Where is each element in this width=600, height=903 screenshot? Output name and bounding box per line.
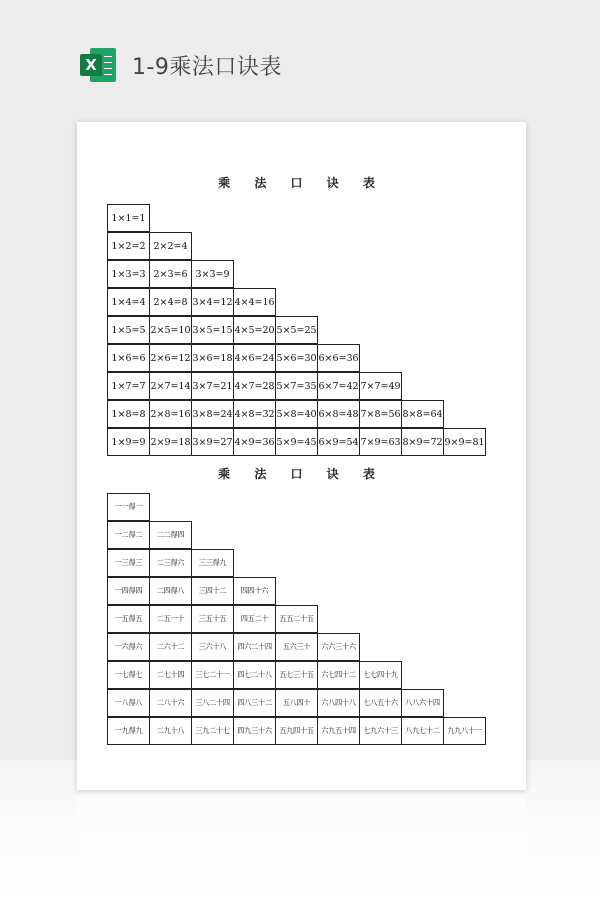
table-cell: 5×5=25 <box>275 316 318 344</box>
table1-title: 乘 法 口 诀 表 <box>218 176 385 190</box>
table2-title: 乘 法 口 诀 表 <box>218 467 385 481</box>
table-row <box>107 606 486 634</box>
table-cell: 三七二十一 <box>191 661 234 689</box>
table-cell: 三四十二 <box>191 577 234 605</box>
table-cell: 三三得九 <box>191 549 234 577</box>
table-cell: 1×1=1 <box>107 204 150 232</box>
table-cell: 二七十四 <box>149 661 192 689</box>
table-cell: 5×9=45 <box>275 428 318 456</box>
table-row <box>107 550 486 578</box>
table-cell: 七七四十九 <box>359 661 402 689</box>
table-cell: 四四十六 <box>233 577 276 605</box>
table-row <box>107 690 486 718</box>
table-cell: 1×7=7 <box>107 372 150 400</box>
table-cell: 四八三十二 <box>233 689 276 717</box>
table-cell: 6×6=36 <box>317 344 360 372</box>
table-row <box>107 494 486 522</box>
table-cell: 4×5=20 <box>233 316 276 344</box>
table-cell: 一一得一 <box>107 493 150 521</box>
table-cell: 3×7=21 <box>191 372 234 400</box>
table-cell: 8×8=64 <box>401 400 444 428</box>
table-cell: 一六得六 <box>107 633 150 661</box>
table-cell: 七八五十六 <box>359 689 402 717</box>
table-cell: 1×9=9 <box>107 428 150 456</box>
table-cell: 5×7=35 <box>275 372 318 400</box>
table-row <box>107 522 486 550</box>
table-cell: 二九十八 <box>149 717 192 745</box>
table-cell: 二三得六 <box>149 549 192 577</box>
table-cell: 3×8=24 <box>191 400 234 428</box>
table-cell: 6×8=48 <box>317 400 360 428</box>
table-row <box>107 345 486 373</box>
table-cell: 一三得三 <box>107 549 150 577</box>
table-row <box>107 578 486 606</box>
table-cell: 二二得四 <box>149 521 192 549</box>
table-cell: 一二得二 <box>107 521 150 549</box>
table-cell: 六九五十四 <box>317 717 360 745</box>
table-cell: 2×3=6 <box>149 260 192 288</box>
table-cell: 4×7=28 <box>233 372 276 400</box>
table-cell: 一八得八 <box>107 689 150 717</box>
table-cell: 七九六十三 <box>359 717 402 745</box>
table-cell: 六八四十八 <box>317 689 360 717</box>
table-cell: 2×8=16 <box>149 400 192 428</box>
table-cell: 二五一十 <box>149 605 192 633</box>
table-cell: 四九三十六 <box>233 717 276 745</box>
table-cell: 6×9=54 <box>317 428 360 456</box>
table-cell: 五五二十五 <box>275 605 318 633</box>
document-title: 1-9乘法口诀表 <box>132 54 282 80</box>
table-cell: 3×4=12 <box>191 288 234 316</box>
paper-sheet <box>77 122 526 790</box>
table-cell: 3×3=9 <box>191 260 234 288</box>
table-cell: 3×5=15 <box>191 316 234 344</box>
table-cell: 八九七十二 <box>401 717 444 745</box>
table-cell: 4×6=24 <box>233 344 276 372</box>
table-cell: 6×7=42 <box>317 372 360 400</box>
table-row <box>107 718 486 746</box>
table-cell: 五八四十 <box>275 689 318 717</box>
table-row <box>107 205 486 233</box>
multiplication-table-chinese <box>107 494 486 746</box>
table-cell: 1×6=6 <box>107 344 150 372</box>
table-cell: 二六十二 <box>149 633 192 661</box>
table-cell: 二八十六 <box>149 689 192 717</box>
table-cell: 四七二十八 <box>233 661 276 689</box>
excel-icon <box>78 45 118 85</box>
table-row <box>107 289 486 317</box>
table-cell: 三六十八 <box>191 633 234 661</box>
table-cell: 一九得九 <box>107 717 150 745</box>
table-cell: 9×9=81 <box>443 428 486 456</box>
table-cell: 六六三十六 <box>317 633 360 661</box>
multiplication-table-numeric <box>107 205 486 457</box>
table-cell: 7×8=56 <box>359 400 402 428</box>
table-row <box>107 634 486 662</box>
table-cell: 六七四十二 <box>317 661 360 689</box>
table-cell: 1×3=3 <box>107 260 150 288</box>
table-row <box>107 662 486 690</box>
table-cell: 四五二十 <box>233 605 276 633</box>
table-cell: 3×9=27 <box>191 428 234 456</box>
table-cell: 4×4=16 <box>233 288 276 316</box>
table-cell: 一七得七 <box>107 661 150 689</box>
table-cell: 1×5=5 <box>107 316 150 344</box>
table-cell: 2×6=12 <box>149 344 192 372</box>
table-cell: 三五十五 <box>191 605 234 633</box>
table-cell: 7×9=63 <box>359 428 402 456</box>
table-row <box>107 401 486 429</box>
table-cell: 1×2=2 <box>107 232 150 260</box>
table-row <box>107 261 486 289</box>
table-cell: 2×5=10 <box>149 316 192 344</box>
table-row <box>107 373 486 401</box>
table-cell: 三九二十七 <box>191 717 234 745</box>
excel-icon-letter: X <box>80 54 102 76</box>
table-row <box>107 233 486 261</box>
table-cell: 五六三十 <box>275 633 318 661</box>
table-cell: 2×9=18 <box>149 428 192 456</box>
table-cell: 4×9=36 <box>233 428 276 456</box>
table-cell: 7×7=49 <box>359 372 402 400</box>
paper-reflection <box>77 793 526 903</box>
table-cell: 1×8=8 <box>107 400 150 428</box>
table-cell: 一四得四 <box>107 577 150 605</box>
table-cell: 五七三十五 <box>275 661 318 689</box>
table-cell: 2×7=14 <box>149 372 192 400</box>
document-header <box>78 45 282 85</box>
table-cell: 5×8=40 <box>275 400 318 428</box>
table-row <box>107 317 486 345</box>
table-cell: 八八六十四 <box>401 689 444 717</box>
table-cell: 五九四十五 <box>275 717 318 745</box>
table-cell: 1×4=4 <box>107 288 150 316</box>
table-row <box>107 429 486 457</box>
table-cell: 二四得八 <box>149 577 192 605</box>
table-cell: 2×2=4 <box>149 232 192 260</box>
table-cell: 2×4=8 <box>149 288 192 316</box>
table-cell: 三八二十四 <box>191 689 234 717</box>
table-cell: 3×6=18 <box>191 344 234 372</box>
table-cell: 一五得五 <box>107 605 150 633</box>
table-cell: 5×6=30 <box>275 344 318 372</box>
table-cell: 8×9=72 <box>401 428 444 456</box>
table-cell: 四六二十四 <box>233 633 276 661</box>
table-cell: 九九八十一 <box>443 717 486 745</box>
table-cell: 4×8=32 <box>233 400 276 428</box>
